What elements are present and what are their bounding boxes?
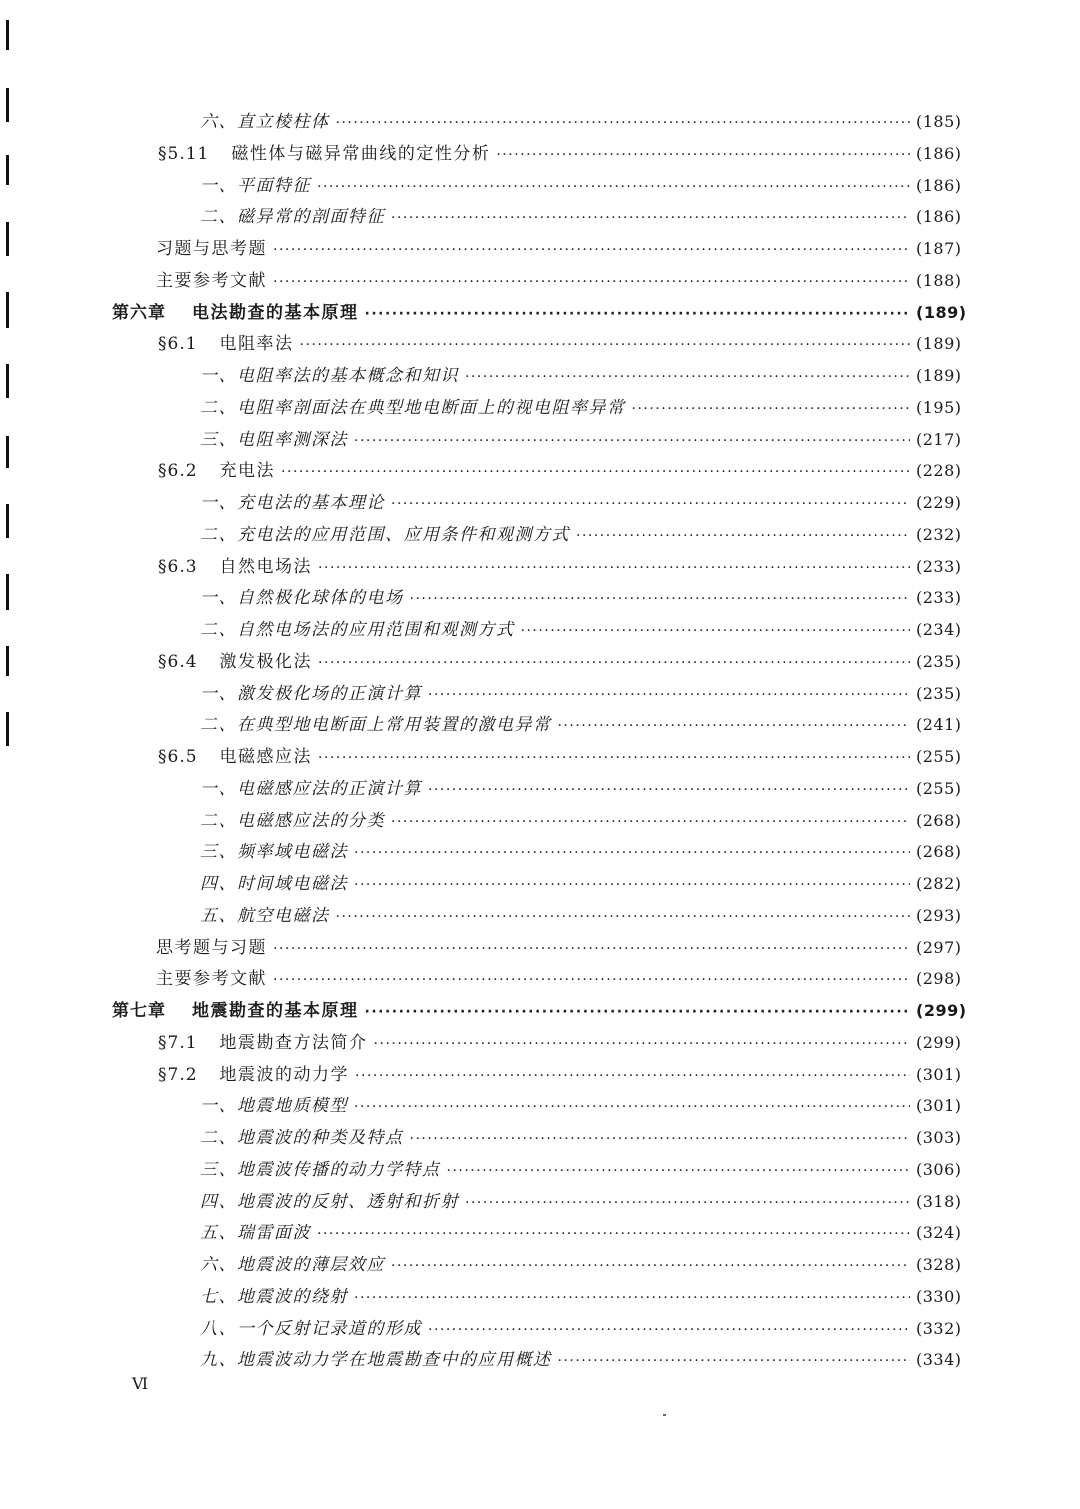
toc-entry-item <box>0 424 1080 456</box>
toc-entry-title: 三、频率域电磁法 <box>200 842 348 862</box>
toc-entry-title: 思考题与习题 <box>156 938 267 958</box>
toc-entry-title: 磁性体与磁异常曲线的定性分析 <box>231 144 491 164</box>
dot-leader <box>318 741 910 773</box>
toc-entry-misc <box>0 932 1080 964</box>
toc-entry-title: 二、在典型地电断面上常用装置的激电异常 <box>200 715 552 735</box>
toc-entry-title: 一、电阻率法的基本概念和知识 <box>200 366 459 386</box>
dot-leader <box>317 1217 910 1249</box>
toc-entry-title: 主要参考文献 <box>156 271 267 291</box>
toc-entry-item <box>0 1313 1080 1345</box>
toc-entry-page: (186) <box>916 176 962 195</box>
dot-leader <box>391 805 910 837</box>
toc-entry-item <box>0 106 1080 138</box>
toc-entry-page: (186) <box>916 144 962 163</box>
toc-entry-item <box>0 519 1080 551</box>
toc-entry-number: §6.3 <box>158 557 198 577</box>
toc-entry-title: 四、时间域电磁法 <box>200 874 348 894</box>
dot-leader <box>318 646 910 678</box>
toc-entry-item <box>0 582 1080 614</box>
page-number: Ⅵ <box>132 1374 150 1393</box>
toc-entry-number: §6.5 <box>158 747 198 767</box>
dot-leader <box>365 297 911 329</box>
toc-entry-section <box>0 551 1080 583</box>
toc-entry-page: (298) <box>916 969 962 988</box>
toc-entry-title: 五、航空电磁法 <box>200 906 330 926</box>
toc-entry-page: (195) <box>916 398 962 417</box>
toc-entry-page: (255) <box>916 779 962 798</box>
toc-entry-page: (232) <box>916 525 962 544</box>
toc-entry-title: 充电法 <box>219 461 276 481</box>
toc-entry-title: 八、一个反射记录道的形成 <box>200 1319 422 1339</box>
toc-entry-item <box>0 805 1080 837</box>
dot-leader <box>391 201 910 233</box>
toc-entry-page: (234) <box>916 620 962 639</box>
dot-leader <box>428 773 910 805</box>
toc-entry-title: 习题与思考题 <box>156 239 267 259</box>
toc-entry-section <box>0 328 1080 360</box>
dot-leader <box>374 1027 910 1059</box>
toc-entry-page: (233) <box>916 557 962 576</box>
toc-entry-page: (185) <box>916 112 962 131</box>
toc-entry-item <box>0 709 1080 741</box>
dot-leader <box>273 233 910 265</box>
toc-entry-number: 第六章 <box>112 303 166 323</box>
toc-entry-page: (268) <box>916 842 962 861</box>
dot-leader <box>354 836 910 868</box>
toc-entry-item <box>0 773 1080 805</box>
toc-entry-section <box>0 1059 1080 1091</box>
toc-entry-item <box>0 487 1080 519</box>
toc-entry-page: (187) <box>916 239 962 258</box>
toc-entry-title: 一、自然极化球体的电场 <box>200 588 404 608</box>
toc-entry-title: 二、自然电场法的应用范围和观测方式 <box>200 620 515 640</box>
toc-entry-title: 二、地震波的种类及特点 <box>200 1128 404 1148</box>
dot-leader <box>318 551 910 583</box>
dot-leader <box>465 1186 910 1218</box>
toc-entry-title: 六、地震波的薄层效应 <box>200 1255 385 1275</box>
toc-entry-page: (233) <box>916 588 962 607</box>
dot-leader <box>558 709 911 741</box>
toc-entry-misc <box>0 963 1080 995</box>
toc-entry-title: 二、电磁感应法的分类 <box>200 811 385 831</box>
toc-entry-misc <box>0 233 1080 265</box>
toc-entry-page: (306) <box>916 1160 962 1179</box>
dot-leader <box>496 138 910 170</box>
dot-leader <box>317 170 910 202</box>
toc-entry-title: 四、地震波的反射、透射和折射 <box>200 1192 459 1212</box>
toc-entry-title: 电阻率法 <box>219 334 294 354</box>
toc-entry-title: 一、充电法的基本理论 <box>200 493 385 513</box>
scan-mark <box>6 20 9 50</box>
toc-entry-item <box>0 1090 1080 1122</box>
dot-leader <box>391 1249 910 1281</box>
toc-entry-title: 主要参考文献 <box>156 969 267 989</box>
dot-leader <box>273 932 910 964</box>
toc-entry-title: 激发极化法 <box>219 652 313 672</box>
toc-entry-item <box>0 678 1080 710</box>
dot-leader <box>273 963 910 995</box>
toc-entry-title: 二、电阻率剖面法在典型地电断面上的视电阻率异常 <box>200 398 626 418</box>
toc-entry-page: (318) <box>916 1192 962 1211</box>
toc-entry-title: 二、充电法的应用范围、应用条件和观测方式 <box>200 525 570 545</box>
dot-leader <box>391 487 910 519</box>
toc-entry-page: (332) <box>916 1319 962 1338</box>
toc-entry-page: (301) <box>916 1065 962 1084</box>
toc-entry-title: 一、地震地质模型 <box>200 1096 348 1116</box>
toc-entry-title: 一、平面特征 <box>200 176 311 196</box>
toc-entry-title: 七、地震波的绕射 <box>200 1287 348 1307</box>
toc-entry-number: §6.4 <box>158 652 198 672</box>
toc-entry-number: §7.2 <box>158 1065 198 1085</box>
toc-entry-number: §5.11 <box>158 144 210 164</box>
toc-entry-page: (189) <box>916 303 967 322</box>
dot-leader <box>558 1344 911 1376</box>
scan-speck <box>663 1414 666 1416</box>
dot-leader <box>465 360 910 392</box>
toc-entry-item <box>0 836 1080 868</box>
toc-entry-page: (235) <box>916 652 962 671</box>
toc-entry-item <box>0 868 1080 900</box>
toc-entry-page: (330) <box>916 1287 962 1306</box>
toc-entry-item <box>0 1122 1080 1154</box>
toc-entry-title: 电磁感应法 <box>219 747 313 767</box>
toc-entry-item <box>0 900 1080 932</box>
toc-entry-number: §6.2 <box>158 461 198 481</box>
toc-entry-title: 三、地震波传播的动力学特点 <box>200 1160 441 1180</box>
toc-entry-page: (299) <box>916 1033 962 1052</box>
dot-leader <box>336 900 911 932</box>
toc-entry-item <box>0 360 1080 392</box>
toc-entry-title: 地震波的动力学 <box>219 1065 350 1085</box>
dot-leader <box>300 328 910 360</box>
dot-leader <box>354 868 910 900</box>
toc-entry-number: 第七章 <box>112 1001 166 1021</box>
toc-entry-page: (255) <box>916 747 962 766</box>
toc-entry-page: (217) <box>916 430 962 449</box>
toc-entry-section <box>0 646 1080 678</box>
toc-entry-item <box>0 614 1080 646</box>
toc-entry-title: 地震勘查的基本原理 <box>192 1001 359 1021</box>
toc-entry-page: (324) <box>916 1223 962 1242</box>
toc-entry-page: (301) <box>916 1096 962 1115</box>
toc-entry-section <box>0 741 1080 773</box>
toc-entry-page: (189) <box>916 334 962 353</box>
dot-leader <box>447 1154 911 1186</box>
toc-entry-item <box>0 1249 1080 1281</box>
toc-entry-page: (303) <box>916 1128 962 1147</box>
toc-entry-chapter <box>0 297 1080 329</box>
toc-entry-page: (235) <box>916 684 962 703</box>
dot-leader <box>336 106 911 138</box>
toc-entry-item <box>0 1281 1080 1313</box>
dot-leader <box>355 1059 910 1091</box>
toc-entry-page: (328) <box>916 1255 962 1274</box>
dot-leader <box>632 392 911 424</box>
toc-entry-section <box>0 455 1080 487</box>
dot-leader <box>365 995 911 1027</box>
dot-leader <box>354 424 910 456</box>
toc-entry-title: 自然电场法 <box>219 557 313 577</box>
toc-entry-page: (293) <box>916 906 962 925</box>
dot-leader <box>410 582 911 614</box>
toc-entry-page: (334) <box>916 1350 962 1369</box>
toc-entry-page: (268) <box>916 811 962 830</box>
toc-entry-item <box>0 201 1080 233</box>
toc-entry-page: (188) <box>916 271 962 290</box>
toc-entry-title: 九、地震波动力学在地震勘查中的应用概述 <box>200 1350 552 1370</box>
toc-entry-page: (189) <box>916 366 962 385</box>
toc-entry-page: (228) <box>916 461 962 480</box>
dot-leader <box>428 1313 910 1345</box>
dot-leader <box>428 678 910 710</box>
toc-entry-item <box>0 1186 1080 1218</box>
toc-entry-title: 二、磁异常的剖面特征 <box>200 207 385 227</box>
dot-leader <box>410 1122 911 1154</box>
toc-entry-item <box>0 392 1080 424</box>
toc-entry-title: 六、直立棱柱体 <box>200 112 330 132</box>
toc-entry-title: 一、激发极化场的正演计算 <box>200 684 422 704</box>
toc-entry-page: (241) <box>916 715 962 734</box>
toc-entry-item <box>0 1217 1080 1249</box>
dot-leader <box>354 1090 910 1122</box>
toc-entry-section <box>0 138 1080 170</box>
toc-entry-title: 三、电阻率测深法 <box>200 430 348 450</box>
toc-entry-page: (297) <box>916 938 962 957</box>
toc-entry-item <box>0 1154 1080 1186</box>
dot-leader <box>273 265 910 297</box>
dot-leader <box>281 455 910 487</box>
toc-entry-page: (229) <box>916 493 962 512</box>
toc-entry-number: §7.1 <box>158 1033 198 1053</box>
toc-entry-item <box>0 1344 1080 1376</box>
toc-entry-title: 地震勘查方法简介 <box>219 1033 368 1053</box>
toc-entry-title: 电法勘查的基本原理 <box>192 303 359 323</box>
toc-entry-item <box>0 170 1080 202</box>
toc-entry-section <box>0 1027 1080 1059</box>
toc-entry-page: (186) <box>916 207 962 226</box>
toc-entry-number: §6.1 <box>158 334 198 354</box>
toc-entry-page: (299) <box>916 1001 967 1020</box>
dot-leader <box>521 614 911 646</box>
toc-entry-page: (282) <box>916 874 962 893</box>
dot-leader <box>576 519 910 551</box>
toc-entry-title: 五、瑞雷面波 <box>200 1223 311 1243</box>
toc-entry-title: 一、电磁感应法的正演计算 <box>200 779 422 799</box>
toc-entry-chapter <box>0 995 1080 1027</box>
dot-leader <box>354 1281 910 1313</box>
toc-entry-misc <box>0 265 1080 297</box>
